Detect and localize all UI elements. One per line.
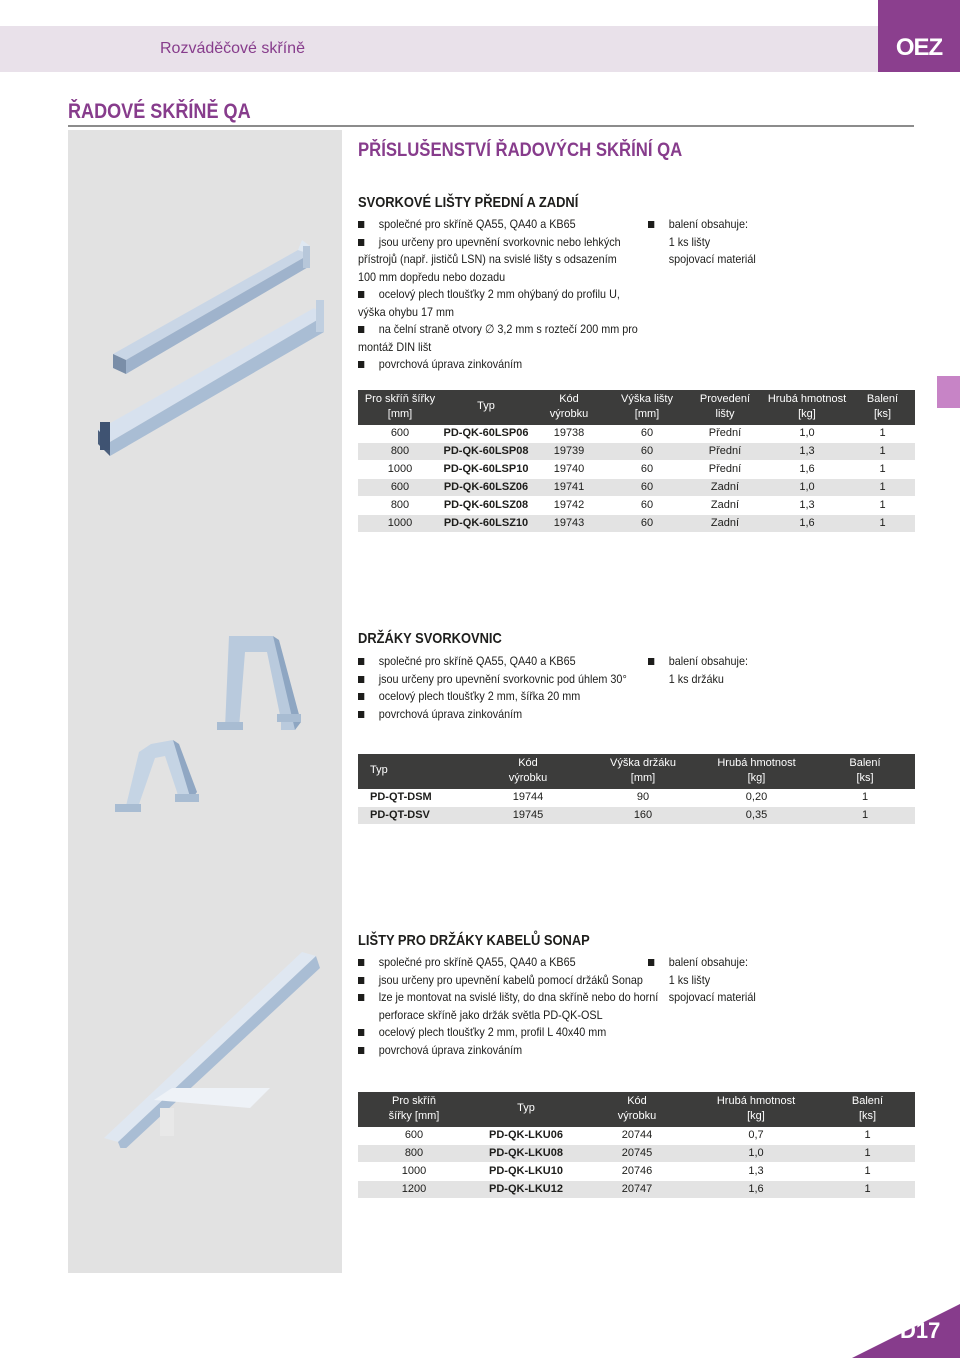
col-header: Hrubá hmotnost [kg] bbox=[692, 1092, 820, 1126]
table-cell: 1200 bbox=[358, 1180, 470, 1198]
table-cell: 19739 bbox=[530, 442, 608, 460]
table-cell: PD-QK-LKU08 bbox=[470, 1144, 582, 1162]
table-row bbox=[358, 788, 915, 806]
table-cell: 1,0 bbox=[764, 478, 850, 496]
feature-item: společné pro skříně QA55, QA40 a KB65 bbox=[358, 954, 658, 972]
table-cell: PD-QK-LKU10 bbox=[470, 1162, 582, 1180]
section2-title: DRŽÁKY SVORKOVNIC bbox=[358, 630, 502, 647]
feature-item: perforace skříně jako držák světla PD-QK-OSL bbox=[378, 1007, 603, 1022]
table-row bbox=[358, 1126, 915, 1144]
section3-features bbox=[358, 954, 692, 1059]
table-cell: 20745 bbox=[582, 1144, 692, 1162]
packing-item: 1 ks držáku bbox=[668, 671, 724, 686]
table-cell: 20746 bbox=[582, 1162, 692, 1180]
table-cell: 1000 bbox=[358, 1162, 470, 1180]
feature-item: jsou určeny pro upevnění kabelů pomocí držáků Sonap bbox=[358, 972, 658, 990]
sub-title: PŘÍSLUŠENSTVÍ ŘADOVÝCH SKŘÍNÍ QA bbox=[358, 140, 683, 161]
feature-item: lze je montovat na svislé lišty, do dna skříně nebo do horní bbox=[358, 989, 658, 1007]
table-cell: 19740 bbox=[530, 460, 608, 478]
packing-item: spojovací materiál bbox=[668, 990, 756, 1004]
table-cell: 1,6 bbox=[692, 1180, 820, 1198]
table-row bbox=[358, 1180, 915, 1198]
feature-item: ocelový plech tloušťky 2 mm ohýbaný do profilu U, bbox=[358, 286, 638, 304]
feature-item: přístrojů (např. jističů LSN) na svislé lišty s odsazením bbox=[358, 252, 617, 266]
table-cell: 1,0 bbox=[692, 1144, 820, 1162]
table-cell: Zadní bbox=[686, 478, 764, 496]
page-number: D17 bbox=[900, 1318, 941, 1343]
table-row bbox=[358, 806, 915, 824]
table-cell: 1 bbox=[850, 514, 915, 532]
terminal-rail-illustration bbox=[88, 236, 328, 456]
section-title: Rozváděčové skříně bbox=[160, 40, 305, 57]
col-header: Hrubá hmotnost [kg] bbox=[764, 390, 850, 424]
table-cell: 1 bbox=[850, 496, 915, 514]
table-cell: PD-QK-60LSZ06 bbox=[442, 478, 530, 496]
table-cell: 160 bbox=[588, 806, 698, 824]
table-cell: 60 bbox=[608, 460, 686, 478]
table-cell: 1 bbox=[850, 460, 915, 478]
table-cell: 19742 bbox=[530, 496, 608, 514]
packing-title: balení obsahuje: bbox=[648, 216, 756, 234]
title-divider bbox=[68, 125, 914, 127]
table-cell: 19738 bbox=[530, 424, 608, 442]
table-cell: PD-QT-DSV bbox=[358, 806, 468, 824]
table-cell: PD-QK-LKU06 bbox=[470, 1126, 582, 1144]
table-cell: 60 bbox=[608, 514, 686, 532]
packing-item: 1 ks lišty bbox=[668, 972, 711, 987]
table-cell: PD-QT-DSM bbox=[358, 788, 468, 806]
table-cell: 800 bbox=[358, 442, 442, 460]
feature-item: jsou určeny pro upevnění svorkovnic nebo lehkých bbox=[358, 234, 638, 252]
col-header: Pro skříň šířky [mm] bbox=[358, 1092, 470, 1126]
col-header: Kód výrobku bbox=[530, 390, 608, 424]
table-cell: PD-QK-60LSP06 bbox=[442, 424, 530, 442]
table-cell: 1 bbox=[850, 424, 915, 442]
table-cell: 1 bbox=[820, 1180, 915, 1198]
table-cell: Přední bbox=[686, 442, 764, 460]
cable-holder-rail-illustration bbox=[90, 938, 330, 1148]
col-header: Typ bbox=[470, 1092, 582, 1126]
col-header: Balení [ks] bbox=[850, 390, 915, 424]
packing-title: balení obsahuje: bbox=[648, 653, 748, 671]
table-cell: 800 bbox=[358, 496, 442, 514]
table-cell: 1,3 bbox=[764, 442, 850, 460]
col-header: Typ bbox=[442, 390, 530, 424]
section2-rows bbox=[358, 788, 915, 824]
section3-table bbox=[358, 1092, 915, 1199]
section1-packing bbox=[648, 216, 768, 269]
col-header: Výška držáku [mm] bbox=[588, 754, 698, 788]
table-cell: 0,7 bbox=[692, 1126, 820, 1144]
feature-item: 100 mm dopředu nebo dozadu bbox=[358, 269, 506, 284]
col-header: Kód výrobku bbox=[582, 1092, 692, 1126]
oez-logo: OEZ bbox=[878, 0, 960, 72]
table-cell: 1 bbox=[820, 1126, 915, 1144]
section1-title: SVORKOVÉ LIŠTY PŘEDNÍ A ZADNÍ bbox=[358, 194, 579, 211]
table-cell: 1 bbox=[850, 442, 915, 460]
header-band bbox=[0, 26, 878, 72]
table-row bbox=[358, 514, 915, 532]
section3-packing bbox=[648, 954, 768, 1007]
table-cell: PD-QK-60LSP08 bbox=[442, 442, 530, 460]
table-cell: Přední bbox=[686, 460, 764, 478]
section1-table bbox=[358, 390, 915, 533]
table-cell: 0,35 bbox=[698, 806, 815, 824]
table-row bbox=[358, 442, 915, 460]
table-cell: 1,6 bbox=[764, 514, 850, 532]
table-cell: 19741 bbox=[530, 478, 608, 496]
table-cell: 1,0 bbox=[764, 424, 850, 442]
table-cell: 60 bbox=[608, 478, 686, 496]
table-row bbox=[358, 496, 915, 514]
table-cell: 600 bbox=[358, 478, 442, 496]
col-header: Provedení lišty bbox=[686, 390, 764, 424]
table-cell: PD-QK-60LSP10 bbox=[442, 460, 530, 478]
table-cell: 19743 bbox=[530, 514, 608, 532]
table-cell: Přední bbox=[686, 424, 764, 442]
section2-features bbox=[358, 653, 657, 723]
table-cell: 800 bbox=[358, 1144, 470, 1162]
packing-item: 1 ks lišty bbox=[668, 234, 711, 249]
table-cell: Zadní bbox=[686, 514, 764, 532]
table-cell: PD-QK-60LSZ10 bbox=[442, 514, 530, 532]
table-cell: 19745 bbox=[468, 806, 588, 824]
section1-rows bbox=[358, 424, 915, 532]
table-cell: 60 bbox=[608, 442, 686, 460]
table-cell: PD-QK-LKU12 bbox=[470, 1180, 582, 1198]
table-row bbox=[358, 478, 915, 496]
page-title: ŘADOVÉ SKŘÍNĚ QA bbox=[68, 100, 251, 123]
table-cell: 1,3 bbox=[764, 496, 850, 514]
table-cell: 600 bbox=[358, 1126, 470, 1144]
feature-item: ocelový plech tloušťky 2 mm, profil L 40x40 mm bbox=[358, 1024, 658, 1042]
feature-item: společné pro skříně QA55, QA40 a KB65 bbox=[358, 216, 638, 234]
feature-item: výška ohybu 17 mm bbox=[358, 304, 455, 319]
feature-item: ocelový plech tloušťky 2 mm, šířka 20 mm bbox=[358, 688, 627, 706]
table-row bbox=[358, 1144, 915, 1162]
table-cell: 60 bbox=[608, 496, 686, 514]
table-cell: 1,6 bbox=[764, 460, 850, 478]
table-row bbox=[358, 424, 915, 442]
feature-item: povrchová úprava zinkováním bbox=[358, 706, 627, 724]
table-cell: 1 bbox=[815, 788, 915, 806]
section1-features bbox=[358, 216, 669, 374]
table-cell: 1000 bbox=[358, 460, 442, 478]
section3-rows bbox=[358, 1126, 915, 1198]
table-cell: 90 bbox=[588, 788, 698, 806]
table-cell: Zadní bbox=[686, 496, 764, 514]
side-tab-marker bbox=[937, 376, 960, 408]
table-cell: 1 bbox=[850, 478, 915, 496]
table-cell: 20744 bbox=[582, 1126, 692, 1144]
col-header: Kód výrobku bbox=[468, 754, 588, 788]
col-header: Hrubá hmotnost [kg] bbox=[698, 754, 815, 788]
table-row bbox=[358, 460, 915, 478]
packing-item: spojovací materiál bbox=[668, 252, 756, 266]
col-header: Typ bbox=[358, 754, 468, 788]
col-header: Balení [ks] bbox=[820, 1092, 915, 1126]
terminal-holder-illustration bbox=[105, 628, 315, 838]
table-cell: 19744 bbox=[468, 788, 588, 806]
table-cell: 0,20 bbox=[698, 788, 815, 806]
table-cell: 1000 bbox=[358, 514, 442, 532]
feature-item: povrchová úprava zinkováním bbox=[358, 1042, 658, 1060]
feature-item: montáž DIN lišt bbox=[358, 339, 432, 354]
table-cell: 600 bbox=[358, 424, 442, 442]
packing-title: balení obsahuje: bbox=[648, 954, 756, 972]
section2-packing bbox=[648, 653, 759, 688]
feature-item: na čelní straně otvory ∅ 3,2 mm s roztečí 200 mm pro bbox=[358, 321, 638, 339]
col-header: Balení [ks] bbox=[815, 754, 915, 788]
section2-table bbox=[358, 754, 915, 825]
feature-item: povrchová úprava zinkováním bbox=[358, 356, 638, 374]
feature-item: jsou určeny pro upevnění svorkovnic pod úhlem 30° bbox=[358, 671, 627, 689]
table-cell: 1 bbox=[815, 806, 915, 824]
col-header: Pro skříň šířky [mm] bbox=[358, 390, 442, 424]
col-header: Výška lišty [mm] bbox=[608, 390, 686, 424]
table-cell: 20747 bbox=[582, 1180, 692, 1198]
table-row bbox=[358, 1162, 915, 1180]
table-cell: 60 bbox=[608, 424, 686, 442]
feature-item: společné pro skříně QA55, QA40 a KB65 bbox=[358, 653, 627, 671]
table-cell: 1 bbox=[820, 1144, 915, 1162]
table-cell: 1,3 bbox=[692, 1162, 820, 1180]
section3-title: LIŠTY PRO DRŽÁKY KABELŮ SONAP bbox=[358, 932, 590, 949]
table-cell: 1 bbox=[820, 1162, 915, 1180]
table-cell: PD-QK-60LSZ08 bbox=[442, 496, 530, 514]
